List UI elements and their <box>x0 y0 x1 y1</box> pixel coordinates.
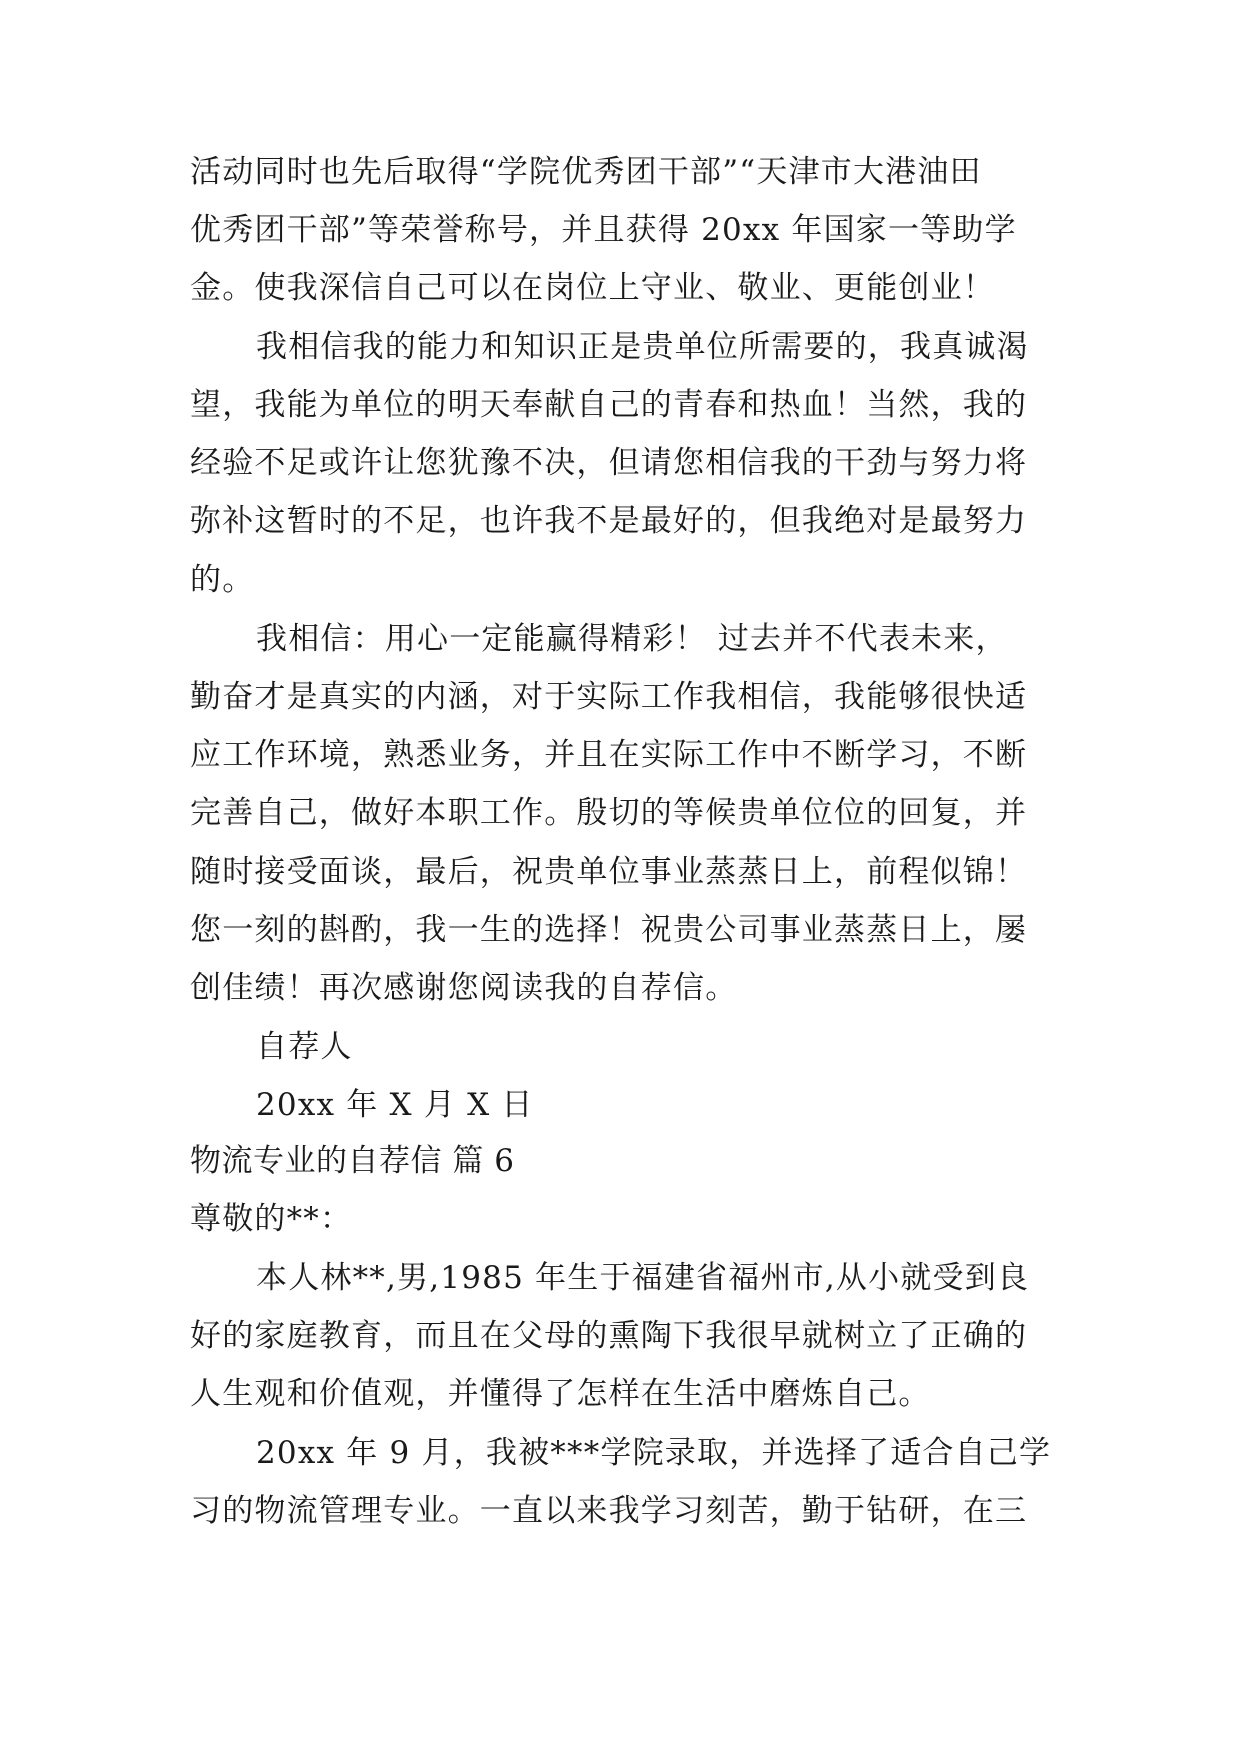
text-line: 随时接受面谈，最后，祝贵单位事业蒸蒸日上，前程似锦！ <box>190 854 1028 890</box>
text-line: 经验不足或许让您犹豫不决，但请您相信我的干劲与努力将 <box>190 445 1028 481</box>
text-line: 金。使我深信自己可以在岗位上守业、敬业、更能创业！ <box>190 270 995 306</box>
salutation: 尊敬的**： <box>190 1201 353 1237</box>
text-line: 的。 <box>190 562 255 598</box>
text-line: 您一刻的斟酌，我一生的选择！祝贵公司事业蒸蒸日上，屡 <box>190 912 1028 948</box>
text-line: 创佳绩！再次感谢您阅读我的自荐信。 <box>190 970 738 1006</box>
section-title: 物流专业的自荐信 篇 6 <box>190 1143 515 1179</box>
text-line: 20xx 年 9 月，我被***学院录取，并选择了适合自己学 <box>256 1435 1052 1471</box>
signature-label: 自荐人 <box>256 1029 353 1065</box>
text-line: 本人林**,男,1985 年生于福建省福州市,从小就受到良 <box>256 1260 1030 1296</box>
text-line: 人生观和价值观，并懂得了怎样在生活中磨炼自己。 <box>190 1376 931 1412</box>
text-line: 活动同时也先后取得“学院优秀团干部”“天津市大港油田 <box>190 154 982 190</box>
date-line: 20xx 年 X 月 X 日 <box>256 1087 534 1123</box>
text-line: 勤奋才是真实的内涵，对于实际工作我相信，我能够很快适 <box>190 679 1028 715</box>
text-line: 完善自己，做好本职工作。殷切的等候贵单位位的回复，并 <box>190 795 1028 831</box>
text-line: 望，我能为单位的明天奉献自己的青春和热血！当然，我的 <box>190 387 1028 423</box>
text-line: 我相信我的能力和知识正是贵单位所需要的，我真诚渴 <box>256 329 1029 365</box>
text-line: 优秀团干部”等荣誉称号，并且获得 20xx 年国家一等助学 <box>190 212 1017 248</box>
text-line: 习的物流管理专业。一直以来我学习刻苦，勤于钻研，在三 <box>190 1493 1028 1529</box>
text-line: 应工作环境，熟悉业务，并且在实际工作中不断学习，不断 <box>190 737 1028 773</box>
text-line: 好的家庭教育，而且在父母的熏陶下我很早就树立了正确的 <box>190 1318 1028 1354</box>
text-line: 弥补这暂时的不足，也许我不是最好的，但我绝对是最努力 <box>190 503 1028 539</box>
text-line: 我相信：用心一定能赢得精彩！ 过去并不代表未来， <box>256 621 1008 657</box>
